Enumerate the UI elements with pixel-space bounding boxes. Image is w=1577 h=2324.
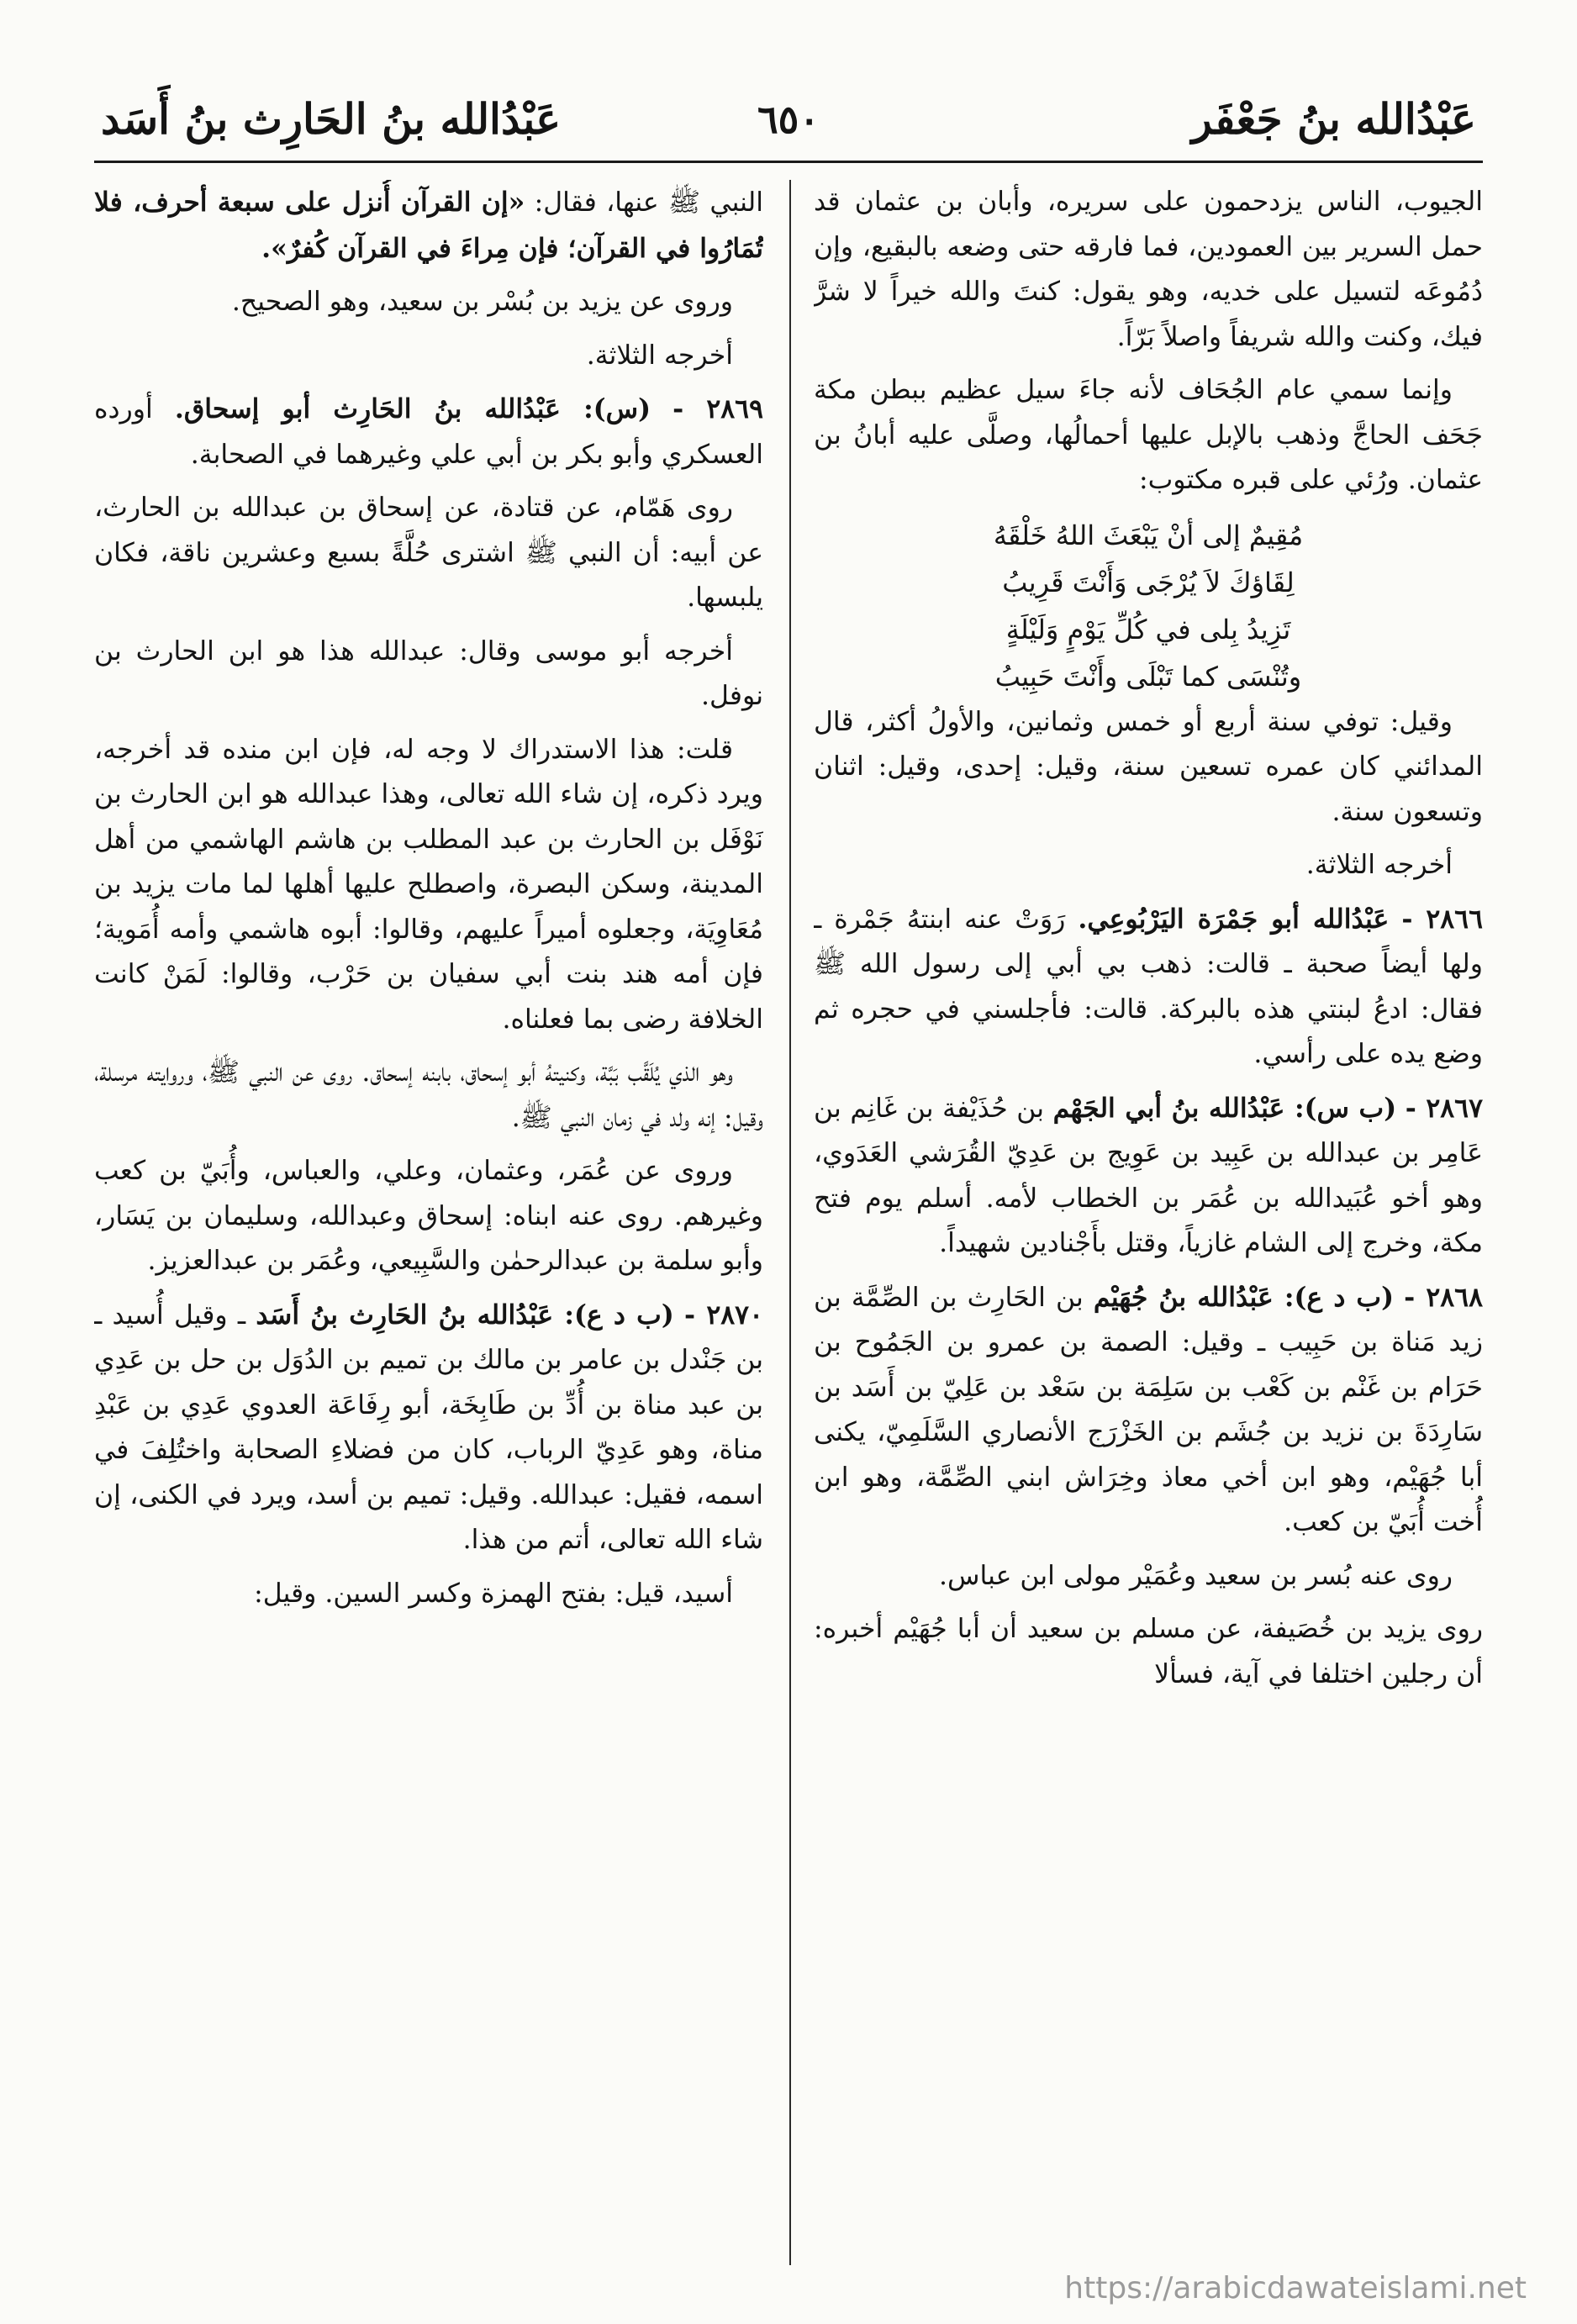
entry-2868 [814, 1275, 1483, 1546]
verse-line: لِقَاؤكَ لاَ يُرْجَى وَأَنْتَ قَرِيبُ [1002, 566, 1295, 598]
entry-text: رَوَتْ عنه ابنتهُ جَمْرة ـ ولها أيضاً صحبة ـ قالت: ذهب بي أبي إلى رسول الله ﷺ فقال: ادعُ لبنتي هذه بالبركة. قالت: فأجلسني في حجره ثم وضع يده على رأسي. [814, 904, 1483, 1069]
page-number: ٦٥٠ [757, 97, 820, 142]
paragraph [94, 180, 763, 271]
page-header [94, 80, 1483, 163]
entry-text: أورده العسكري وأبو بكر بن أبي علي وغيرهما في الصحابة. [94, 394, 763, 470]
paragraph: روى هَمّام، عن قتادة، عن إسحاق بن عبدالله بن الحارث، عن أبيه: أن النبي ﷺ اشترى حُلَّةً بسبع وعشرين ناقة، فكان يلبسها. [94, 493, 763, 613]
entry-text: ـ وقيل أُسيد ـ بن جَنْدل بن عامر بن مالك بن تميم بن الدُوَل بن حل بن عَدِي بن عبد مناة بن أُدِّ بن طَابِخَة، أبو رِفَاعَة العدوي عَدِي بن عَبْدِ مناة، وهو عَدِيّ الرباب، كان من فضلاءِ الصحابة واختُلِفَ في اسمه، فقيل: عبدالله. وقيل: تميم بن أسد، ويرد في الكنى، إن شاء الله تعالى، أتم من هذا. [94, 1299, 763, 1555]
left-column [94, 180, 763, 2274]
verse-line: مُقِيمٌ إلى أنْ يَبْعَثَ اللهُ خَلْقَهُ [993, 519, 1304, 551]
entry-2866 [814, 897, 1483, 1078]
column-divider [789, 180, 791, 2265]
paragraph: روى يزيد بن خُصَيفة، عن مسلم بن سعيد أن أبا جُهَيْم أخبره: أن رجلين اختلفا في آية، فسألا [814, 1614, 1483, 1689]
paragraph: وروى عن يزيد بن بُسْر بن سعيد، وهو الصحيح. [231, 287, 733, 317]
verse-line: تَزِيدُ بِلى في كُلِّ يَوْمٍ وَلَيْلَةٍ [1005, 613, 1291, 646]
paragraph-text: النبي ﷺ عنها، فقال: [534, 187, 763, 218]
right-column [814, 180, 1483, 2274]
entry-text: بن الحَارِث بن الصِّمَّة بن زيد مَناة بن حَبِيب ـ وقيل: الصمة بن عمرو بن الجَمُوح بن حَرَام بن غَنْم بن كَعْب بن سَلِمَة بن سَعْد بن عَلِيّ بن أَسَد بن سَارِدَةَ بن نزيد بن جُشَم بن الخَزْرَج الأنصاري السَّلَمِيّ، يكنى أبا جُهَيْم، وهو ابن أخي معاذ وخِرَاش ابني الصِّمَّة، وهو ابن أُخت أُبَيّ بن كعب. [814, 1282, 1483, 1537]
paragraph: أخرجه أبو موسى وقال: عبدالله هذا هو ابن الحارث بن نوفل. [94, 635, 763, 711]
entry-name: (س): عَبْدُالله بنُ الحَارِث أبو إسحاق. [174, 393, 651, 424]
entry-number: ٢٨٦٨ - [1404, 1281, 1483, 1313]
paragraph: روى عنه بُسر بن سعيد وعُمَيْر مولى ابن عباس. [939, 1560, 1453, 1591]
paragraph: وإنما سمي عام الجُحَاف لأنه جاءَ سيل عظيم ببطن مكة جَحَف الحاجَّ وذهب بالإبل عليها أحمالُها، وصلَّى عليه أبانُ بن عثمان. ورُئي على قبره مكتوب: [814, 375, 1483, 495]
paragraph: أخرجه الثلاثة. [1305, 850, 1453, 880]
paragraph: أسيد، قيل: بفتح الهمزة وكسر السين. وقيل: [254, 1578, 733, 1609]
verse-line: وتُنْسَى كما تَبْلَى وأَنْتَ حَبِيبُ [994, 660, 1302, 693]
entry-text: بن حُذَيْفة بن غَانِم بن عَامِر بن عبدالله بن عَبِيد بن عَوِيج بن عَدِيّ القُرَشي العَدَوي، وهو أخو عُبَيدالله بن عُمَر بن الخطاب لأمه. أسلم يوم فتح مكة، وخرج إلى الشام غازياً، وقتل بأَجْنادين شهيداً. [814, 1093, 1483, 1258]
paragraph: أخرجه الثلاثة. [586, 340, 733, 371]
entry-number: ٢٨٦٦ - [1401, 903, 1483, 935]
paragraph: وروى عن عُمَر، وعثمان، وعلي، والعباس، وأُبَيّ بن كعب وغيرهم. روى عنه ابناه: إسحاق وعبدالله، وسليمان بن يَسَار، وأبو سلمة بن عبدالرحمٰن والسَّبِيعي، وعُمَر بن عبدالعزيز. [94, 1156, 763, 1276]
paragraph: وقيل: توفي سنة أربع أو خمس وثمانين، والأولُ أكثر، قال المدائني كان عمره تسعين سنة، وقيل: إحدى، وقيل: اثنان وتسعون سنة. [814, 706, 1483, 827]
running-title-left: عَبْدُالله بنُ الحَارِث بنُ أَسَد [101, 94, 562, 144]
entry-number: ٢٨٦٧ - [1405, 1092, 1483, 1124]
paragraph: قلت: هذا الاستدراك لا وجه له، فإن ابن منده قد أخرجه، ويرد ذكره، إن شاء الله تعالى، وهذا عبدالله هو ابن الحارث بن نَوْفَل بن الحارث بن عبد المطلب بن هاشم الهاشمي من أهل المدينة، وسكن البصرة، واصطلح عليها أهلها لما مات يزيد بن مُعَاوِيَة، وجعلوه أميراً عليهم، وقالوا: أبوه هاشمي وأمه أُمَوية؛ فإن أمه هند بنت أبي سفيان بن حَرْب، وقالوا: لَمَنْ كانت الخلافة رضى بما فعلناه. [94, 734, 763, 1035]
entry-name: (ب س): عَبْدُالله بنُ أبي الجَهْم [1052, 1092, 1397, 1124]
watermark-url: https://arabicdawateislami.net [1064, 2271, 1527, 2306]
entry-name: (ب د ع): عَبْدُالله بنُ جُهَيْم [1093, 1281, 1394, 1313]
paragraph: وهو الذي يُلَقَّب بَبَّة، وكنيتهُ أبو إسحاق، بابنه إسحاق. روى عن النبي ﷺ، وروايته مرسلة، وقيل: إنه ولد في زمان النبي ﷺ. [94, 1057, 763, 1133]
paragraph: الجيوب، الناس يزدحمون على سريره، وأبان بن عثمان قد حمل السرير بين العمودين، فما فارقه حتى وضعه بالبقيع، وإن دُمُوعَه لتسيل على خديه، وهو يقول: كنتَ والله خيراً لا شرَّ فيك، وكنت والله شريفاً واصلاً بَرّاً. [814, 187, 1483, 352]
entry-name: عَبْدُالله أبو جَمْرَة اليَرْبُوعِي. [1078, 903, 1390, 935]
entry-number: ٢٨٧٠ - [684, 1299, 763, 1331]
entry-2870 [94, 1293, 763, 1563]
entry-number: ٢٨٦٩ - [672, 393, 763, 424]
text-columns [94, 180, 1483, 2274]
entry-name: (ب د ع): عَبْدُالله بنُ الحَارِث بنُ أَسَد [256, 1299, 674, 1331]
entry-2869 [94, 387, 763, 477]
hadith-quote: «إن القرآن أُنزل على سبعة أحرف، فلا تُمَارُوا في القرآن؛ فإن مِراءَ في القرآن كُفرٌ». [94, 187, 763, 264]
entry-2867 [814, 1086, 1483, 1267]
running-title-right: عَبْدُالله بنُ جَعْفَر [1191, 94, 1476, 144]
